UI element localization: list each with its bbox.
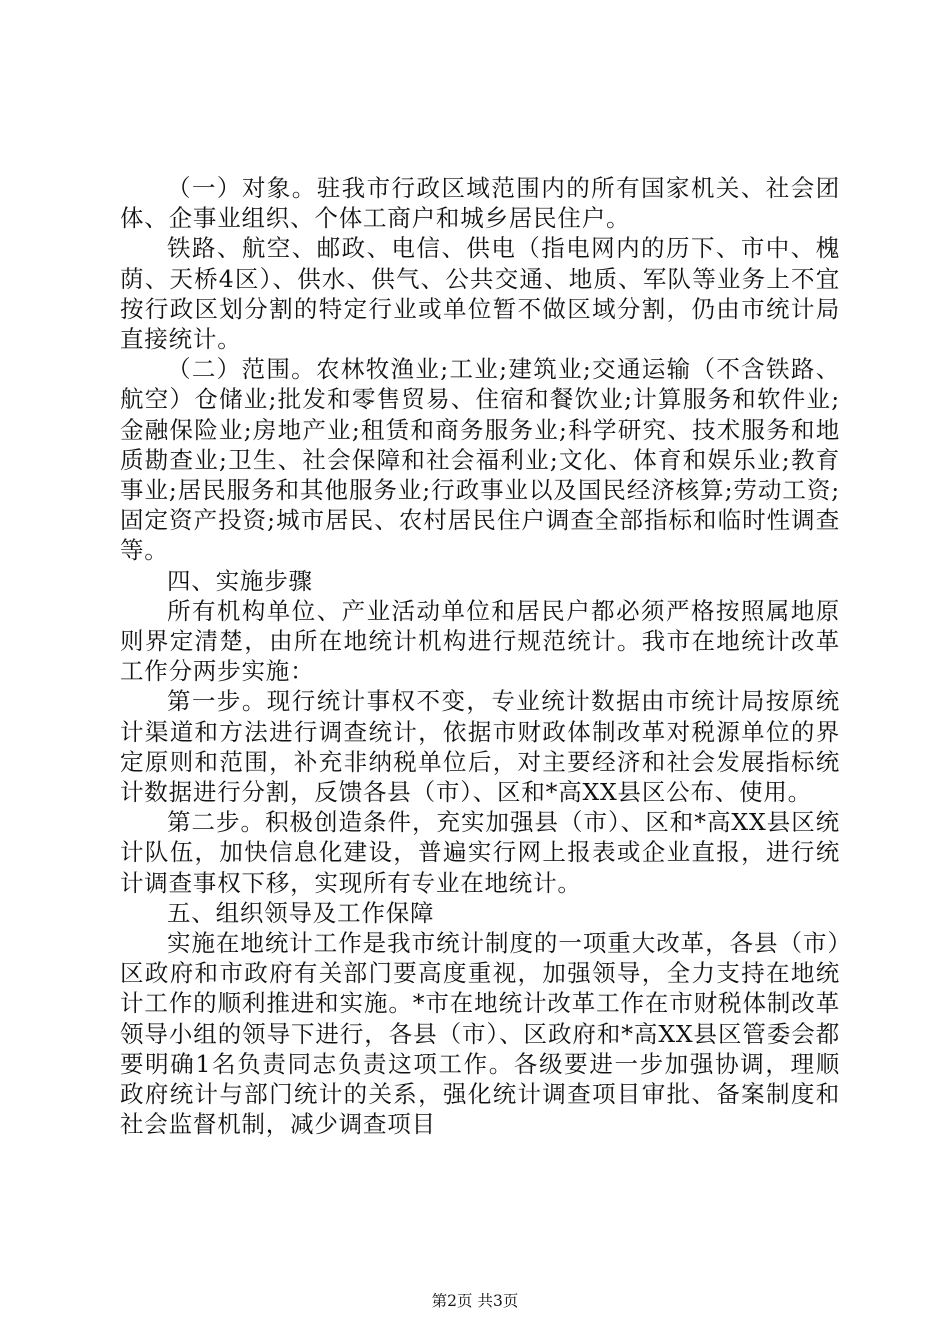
paragraph-steps-intro: 所有机构单位、产业活动单位和居民户都必须严格按照属地原则界定清楚，由所在地统计机构进行规范统计。我市在地统计改革工作分两步实施： <box>120 596 840 686</box>
section-heading-implementation-steps: 四、实施步骤 <box>167 566 313 595</box>
paragraph-organization: 实施在地统计工作是我市统计制度的一项重大改革，各县（市）区政府和市政府有关部门要高度重视，加强领导，全力支持在地统计工作的顺利推进和实施。*市在地统计改革工作在市财税体制改革领导小组的领导下进行，各县（市）、区政府和*高XX县区管委会都要明确1名负责同志负责这项工作。各级要进一步加强协调，理顺政府统计与部门统计的关系，强化统计调查项目审批、备案制度和社会监督机制，减少调查项目 <box>120 929 840 1139</box>
paragraph-step-one: 第一步。现行统计事权不变，专业统计数据由市统计局按原统计渠道和方法进行调查统计，依据市财政体制改革对税源单位的界定原则和范围，补充非纳税单位后，对主要经济和社会发展指标统计数据进行分割，反馈各县（市）、区和*高XX县区公布、使用。 <box>120 687 840 807</box>
paragraph-target-object: （一）对象。驻我市行政区域范围内的所有国家机关、社会团体、企事业组织、个体工商户和城乡居民住户。 <box>120 174 840 233</box>
section-heading-organization: 五、组织领导及工作保障 <box>167 898 435 927</box>
paragraph-scope: （二）范围。农林牧渔业;工业;建筑业;交通运输（不含铁路、航空）仓储业;批发和零售贸易、住宿和餐饮业;计算服务和软件业;金融保险业;房地产业;租赁和商务服务业;科学研究、技术服务和地质勘查业;卫生、社会保障和社会福利业;文化、体育和娱乐业;教育事业;居民服务和其他服务业;行政事业以及国民经济核算;劳动工资;固定资产投资;城市居民、农村居民住户调查全部指标和临时性调查等。 <box>120 355 840 565</box>
paragraph-step-two: 第二步。积极创造条件，充实加强县（市）、区和*高XX县区统计队伍，加快信息化建设，普遍实行网上报表或企业直报，进行统计调查事权下移，实现所有专业在地统计。 <box>120 808 840 897</box>
page-footer: 第2页 共3页 <box>431 1292 519 1310</box>
document-body <box>120 173 840 1140</box>
paragraph-special-industries: 铁路、航空、邮政、电信、供电（指电网内的历下、市中、槐荫、天桥4区）、供水、供气、公共交通、地质、军队等业务上不宜按行政区划分割的特定行业或单位暂不做区域分割，仍由市统计局直接统计。 <box>120 234 840 354</box>
